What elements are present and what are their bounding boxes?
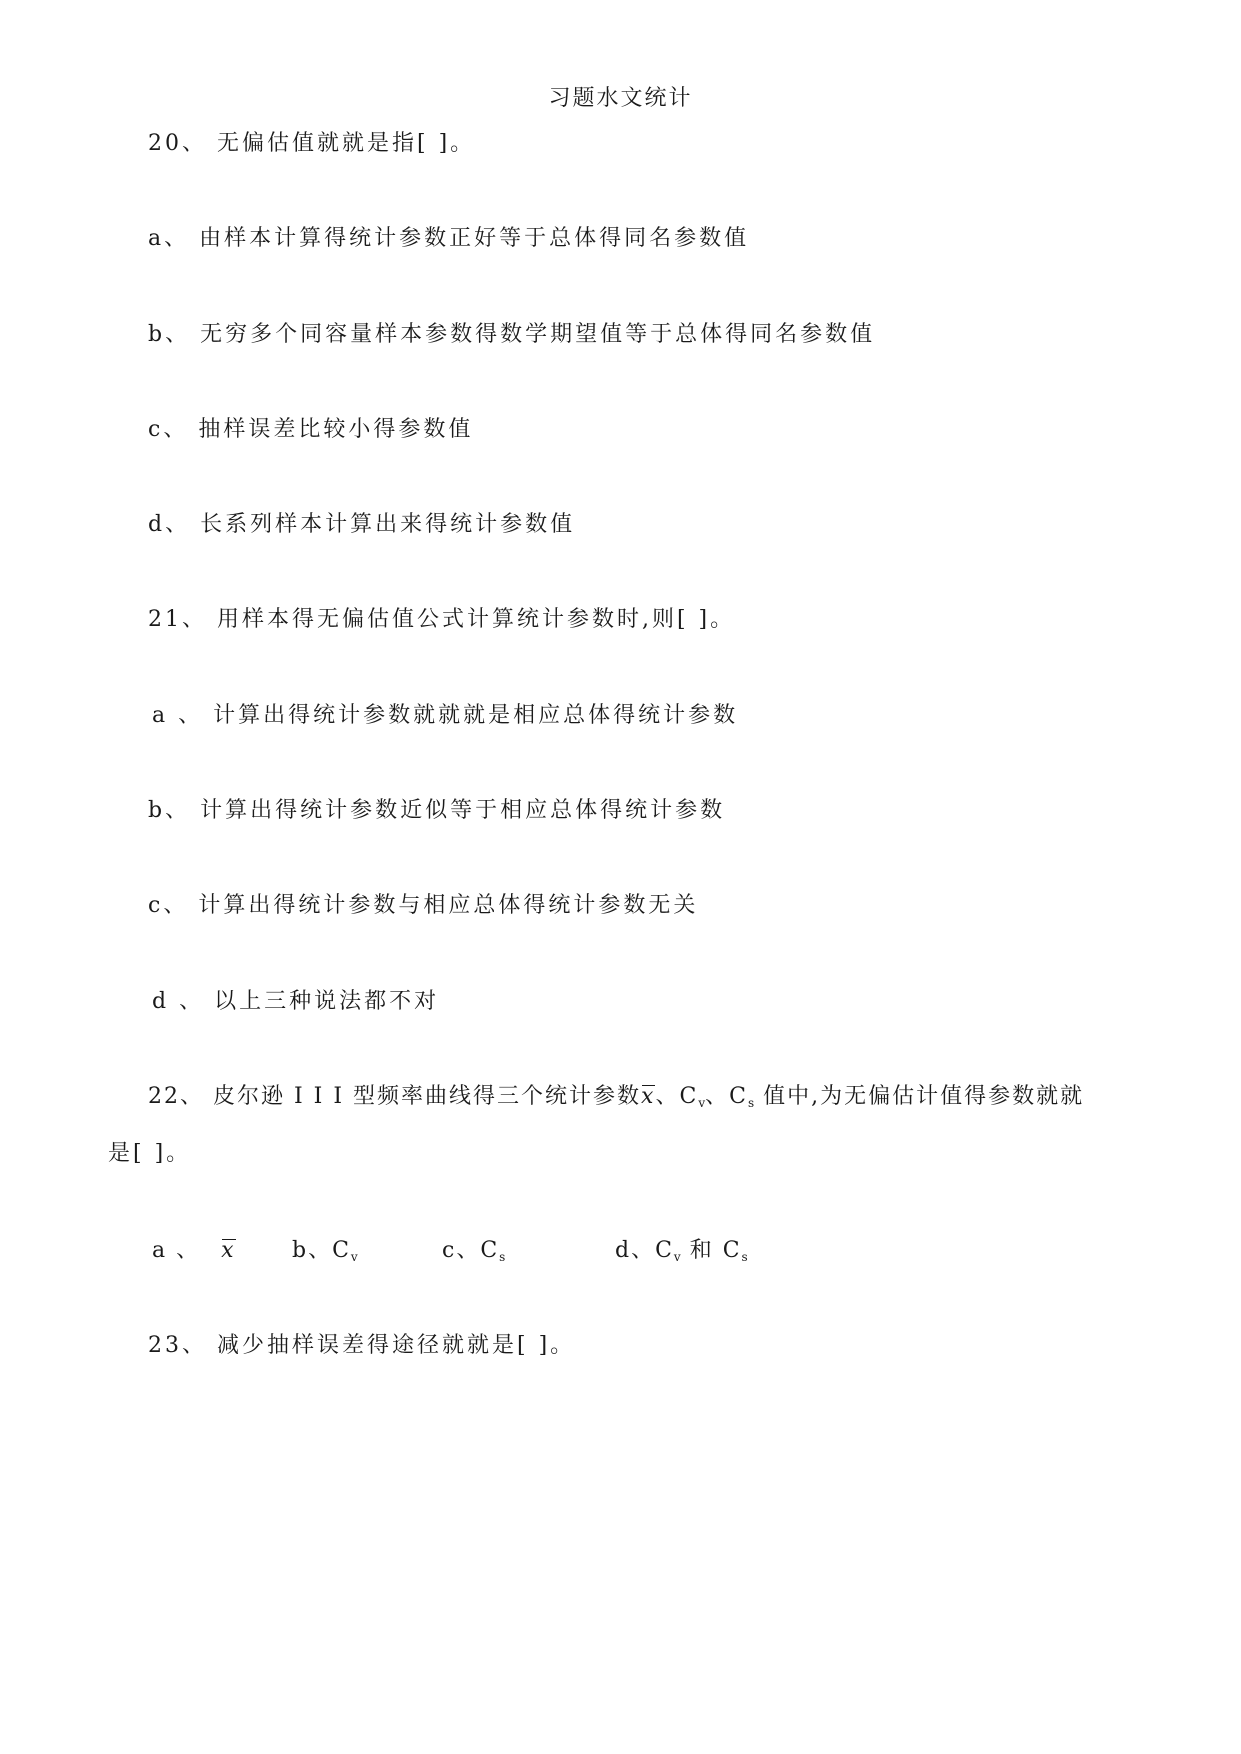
cv-subscript: v <box>673 1250 681 1264</box>
x-bar-symbol: x <box>641 1082 655 1112</box>
question-20-stem: 20、 无偏估值就就是指[ ]。 <box>148 131 476 156</box>
question-20-option-c: c、 抽样误差比较小得参数值 <box>148 417 474 442</box>
cv-subscript: v <box>698 1096 706 1110</box>
question-21-stem: 21、 用样本得无偏估值公式计算统计参数时,则[ ]。 <box>148 607 736 632</box>
question-22-stem-line2: 是[ ]。 <box>108 1141 192 1166</box>
cs-subscript: s <box>741 1250 748 1264</box>
option-a-label: a 、 <box>152 1238 201 1263</box>
question-20-option-d: d、 长系列样本计算出来得统计参数值 <box>148 512 576 537</box>
question-21-option-b: b、 计算出得统计参数近似等于相应总体得统计参数 <box>148 798 726 823</box>
question-22-stem-part2: 值中,为无偏估计值得参数就就 <box>754 1084 1085 1109</box>
x-bar-symbol: x <box>221 1236 235 1266</box>
question-22-option-a <box>152 1236 236 1266</box>
question-22-option-b <box>292 1236 358 1272</box>
question-21-option-d: d 、 以上三种说法都不对 <box>152 989 440 1014</box>
question-20-option-a: a、 由样本计算得统计参数正好等于总体得同名参数值 <box>148 226 750 251</box>
question-21-option-c: c、 计算出得统计参数与相应总体得统计参数无关 <box>148 893 699 918</box>
separator: 、 <box>655 1084 680 1109</box>
separator: 、 <box>705 1084 730 1109</box>
question-22-stem-part1: 22、 皮尔逊 I I I 型频率曲线得三个统计参数 <box>148 1084 642 1109</box>
and-text: 和 C <box>680 1238 742 1263</box>
cs-subscript: s <box>747 1096 755 1110</box>
question-20-option-b: b、 无穷多个同容量样本参数得数学期望值等于总体得同名参数值 <box>148 322 876 347</box>
question-23-stem: 23、 减少抽样误差得途径就就是[ ]。 <box>148 1333 576 1358</box>
question-22-option-c <box>442 1236 505 1272</box>
question-22-option-d <box>615 1236 748 1272</box>
cv-symbol: C <box>679 1084 699 1109</box>
option-c-label: c、C <box>442 1238 500 1263</box>
cs-subscript: s <box>499 1250 506 1264</box>
cv-subscript: v <box>350 1250 358 1264</box>
cs-symbol: C <box>729 1084 748 1109</box>
option-b-label: b、C <box>292 1238 351 1263</box>
question-21-option-a: a 、 计算出得统计参数就就就是相应总体得统计参数 <box>152 703 739 728</box>
option-d-label: d、C <box>615 1238 674 1263</box>
question-22-stem <box>148 1082 1084 1118</box>
page-title: 习题水文统计 <box>548 86 693 111</box>
